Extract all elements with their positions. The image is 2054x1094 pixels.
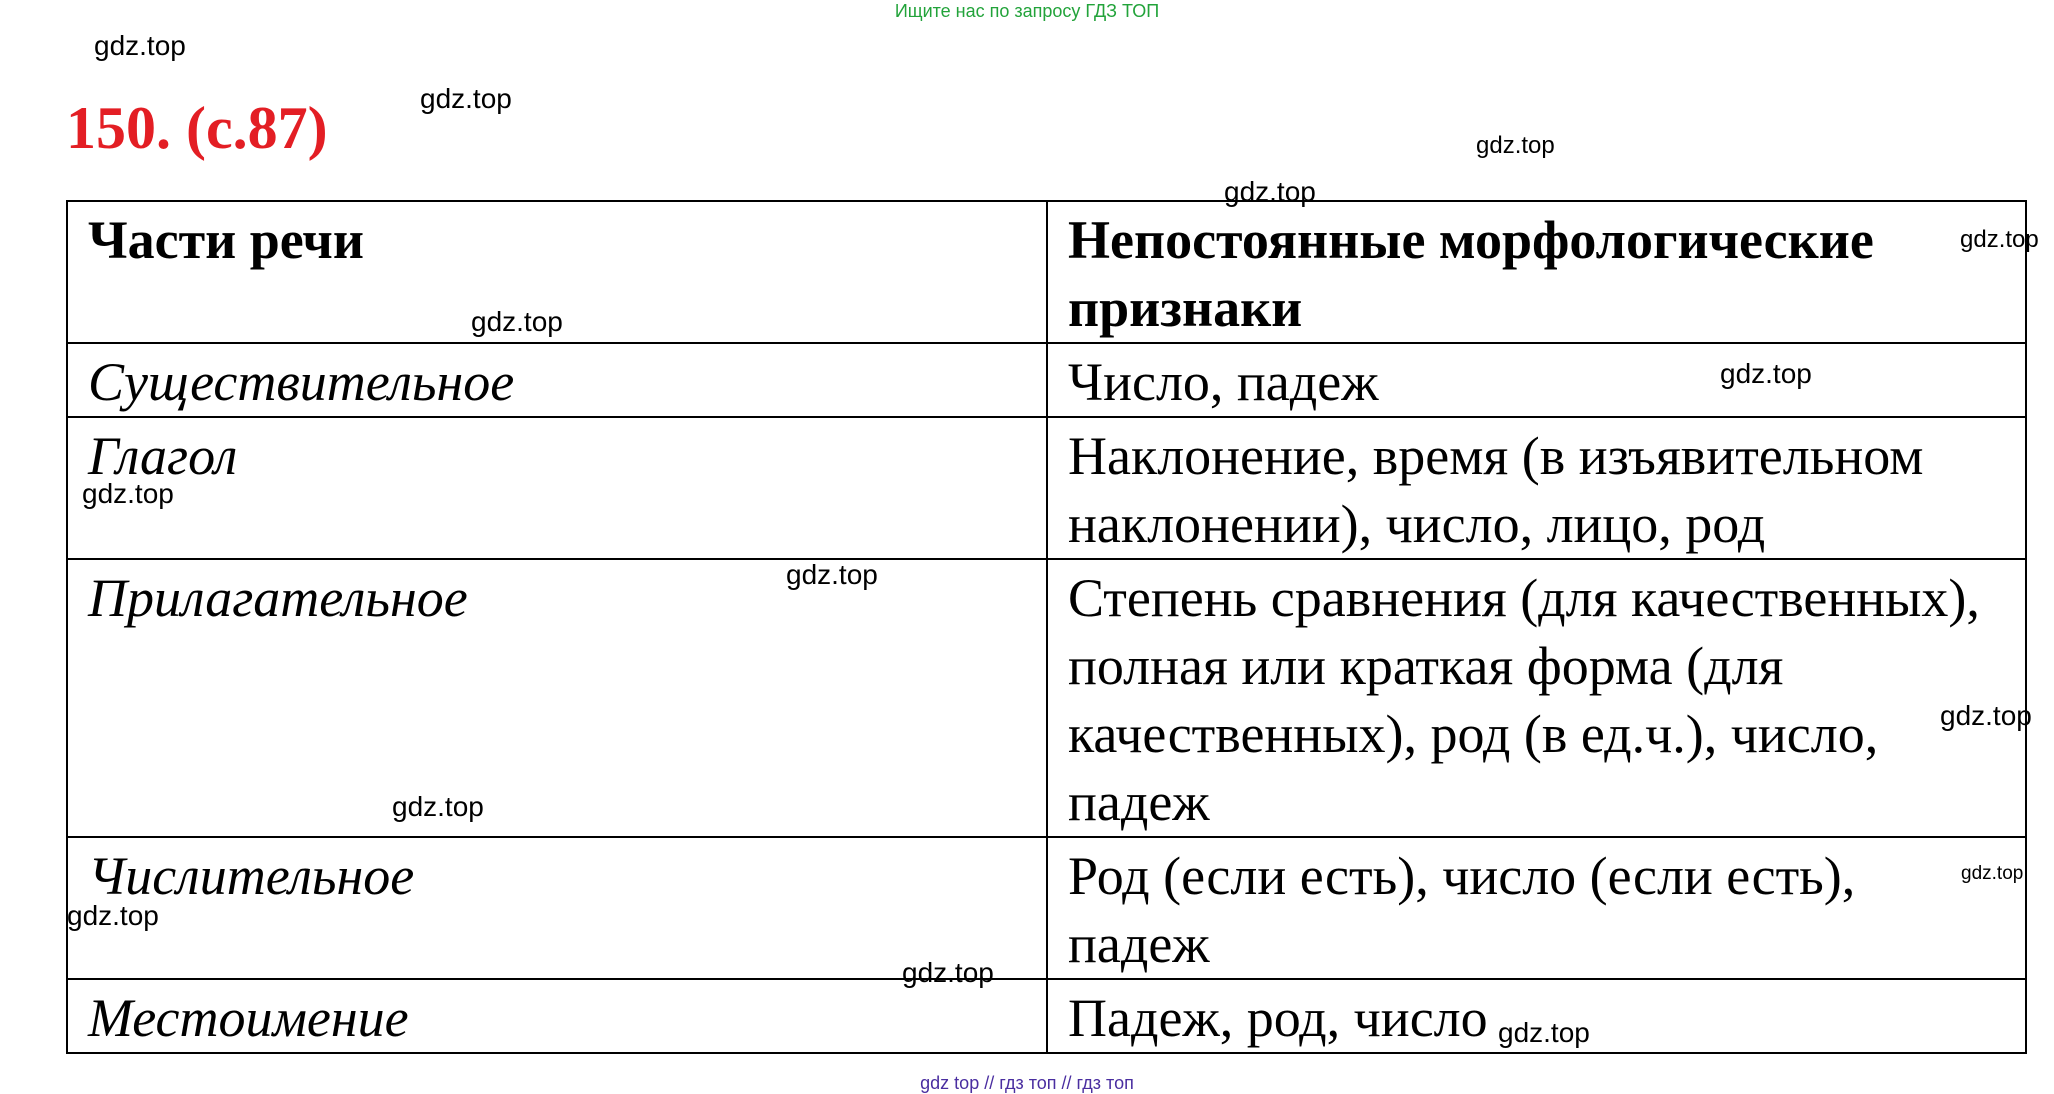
part-of-speech-cell: Существительное — [67, 343, 1047, 417]
part-of-speech-cell: Глагол — [67, 417, 1047, 559]
features-cell: Число, падеж — [1047, 343, 2026, 417]
table-row — [67, 559, 2026, 837]
table-row — [67, 979, 2026, 1053]
watermark: gdz.top — [1960, 226, 2039, 253]
watermark: gdz.top — [392, 791, 484, 822]
features-cell: Наклонение, время (в изъявительном наклонении), число, лицо, род — [1047, 417, 2026, 559]
watermark: gdz.top — [420, 83, 512, 114]
footer-links: gdz top // гдз топ // гдз топ — [920, 1073, 1134, 1093]
watermark: gdz.top — [1498, 1017, 1590, 1048]
table-row — [67, 837, 2026, 979]
header-parts-of-speech: Части речи — [67, 201, 1047, 343]
part-of-speech-cell: Числительное — [67, 837, 1047, 979]
features-cell: Степень сравнения (для качественных), полная или краткая форма (для качественных), род (в ед.ч.), число, падеж — [1047, 559, 2026, 837]
search-banner: Ищите нас по запросу ГДЗ ТОП — [894, 1, 1160, 21]
watermark: gdz.top — [1224, 176, 1316, 207]
exercise-title: 150. (с.87) — [66, 95, 328, 161]
watermark: gdz.top — [94, 30, 186, 61]
watermark: gdz.top — [786, 559, 878, 590]
morphology-table — [66, 200, 2027, 1054]
table-row — [67, 417, 2026, 559]
watermark: gdz.top — [82, 478, 174, 509]
watermark: gdz.top — [1476, 132, 1555, 159]
part-of-speech-cell: Местоимение — [67, 979, 1047, 1053]
part-of-speech-cell: Прилагательное — [67, 559, 1047, 837]
features-cell: Падеж, род, число — [1047, 979, 2026, 1053]
watermark: gdz.top — [471, 306, 563, 337]
watermark: gdz.top — [67, 900, 159, 931]
features-cell: Род (если есть), число (если есть), падеж — [1047, 837, 2026, 979]
header-features: Непостоянные морфологические признаки — [1047, 201, 2026, 343]
watermark: gdz.top — [1720, 358, 1812, 389]
watermark: gdz.top — [902, 957, 994, 988]
watermark: gdz.top — [1940, 700, 2032, 731]
watermark: gdz.top — [1961, 863, 2024, 884]
table-header-row — [67, 201, 2026, 343]
